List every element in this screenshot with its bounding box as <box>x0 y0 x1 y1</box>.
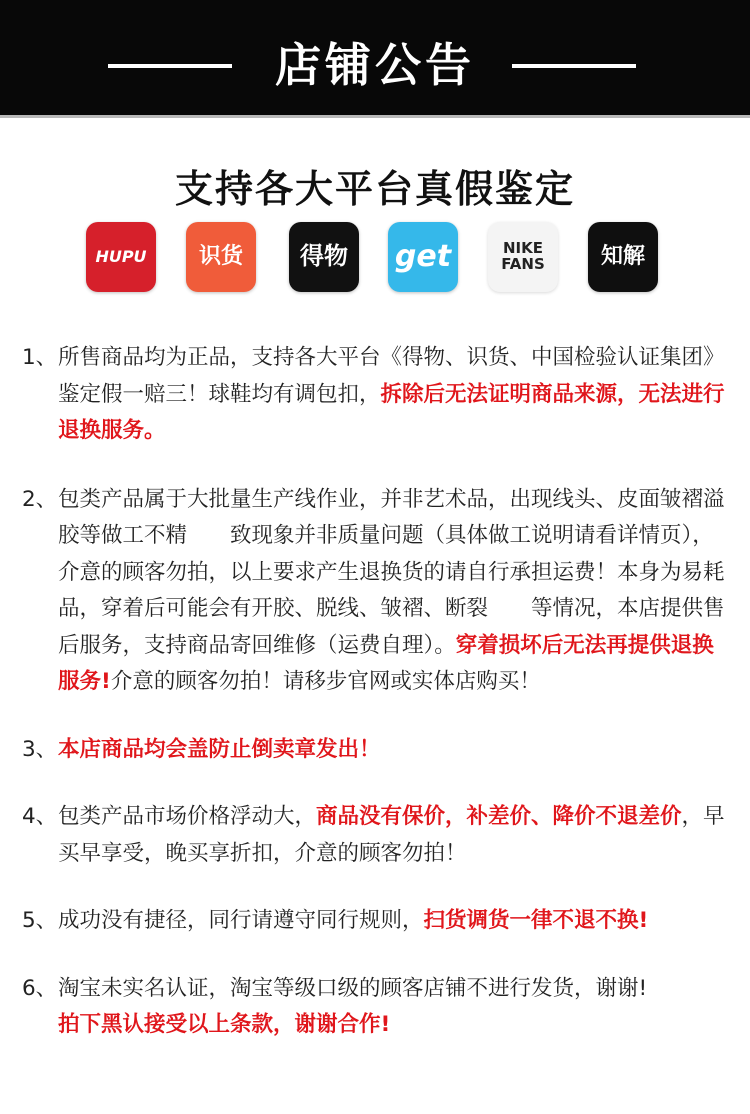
notice-item-4 <box>22 799 732 872</box>
header-left-rule <box>108 64 232 68</box>
notice-text-tail: 介意的顾客勿拍！请移步官网或实体店购买！ <box>110 669 541 694</box>
notice-warning: 本店商品均会盖防止倒卖章发出！ <box>58 736 381 762</box>
notice-warning: 扫货调货一律不退不换! <box>423 908 649 933</box>
hupu-logo: HUPU <box>86 222 156 292</box>
notice-item-6 <box>22 971 732 1044</box>
header-divider <box>0 115 750 118</box>
notice-text: 包类产品市场价格浮动大， <box>58 804 317 829</box>
notice-number: 5、 <box>22 908 58 933</box>
notice-warning: 穿着损坏后无法再提供退换服务! <box>58 632 714 694</box>
platform-logos <box>86 222 666 298</box>
dewu-logo: 得物 <box>289 222 359 292</box>
page-subtitle: 支持各大平台真假鉴定 <box>174 166 575 211</box>
announcement-header <box>0 0 750 115</box>
header-title: 店铺公告 <box>275 38 475 92</box>
notice-number: 3、 <box>22 736 58 762</box>
notice-item-2 <box>22 482 732 701</box>
notice-text: 所售商品均为正品，支持各大平台《得物、识货、中国检验认证集团》鉴定假一赔三！球鞋均有调包扣， <box>58 345 725 407</box>
notice-number: 6、 <box>22 975 58 1001</box>
notice-list <box>22 340 732 1075</box>
notice-warning: 拍下黑认接受以上条款，谢谢合作! <box>58 1012 391 1037</box>
notice-warning: 拆除后无法证明商品来源，无法进行退换服务。 <box>58 381 725 443</box>
notice-text: 淘宝未实名认证，淘宝等级口级的顾客店铺不进行发货，谢谢! <box>58 975 648 1001</box>
notice-number: 1、 <box>22 345 58 370</box>
shihuo-logo: 识货 <box>186 222 256 292</box>
notice-text: 包类产品属于大批量生产线作业，并非艺术品，出现线头、皮面皱褶溢胶等做工不精 致现象并非质量问题（具体做工说明请看详情页），介意的顾客勿拍，以上要求产生退换货的请自行承担运费！本身为易耗品，穿着后可能会有开胶、脱线、皱褶、断裂 等情况，本店提供售后服务，支持商品寄回维修（运费自理）。 <box>58 486 725 658</box>
notice-warning: 商品没有保价，补差价、降价不退差价 <box>316 804 682 829</box>
notice-item-1 <box>22 340 732 450</box>
notice-number: 2、 <box>22 486 58 512</box>
get-logo: get <box>388 222 458 292</box>
nike-fans-logo-text: NIKE FANS <box>501 239 545 273</box>
notice-number: 4、 <box>22 804 58 829</box>
header-right-rule <box>512 64 636 68</box>
notice-text-tail: ，早买早享受，晚买享折扣，介意的顾客勿拍！ <box>58 804 725 866</box>
notice-item-5 <box>22 903 732 940</box>
notice-text: 成功没有捷径，同行请遵守同行规则， <box>58 908 424 933</box>
zhihu-logo: 知解 <box>588 222 658 292</box>
nike-fans-logo <box>488 222 558 292</box>
notice-item-3 <box>22 732 732 769</box>
